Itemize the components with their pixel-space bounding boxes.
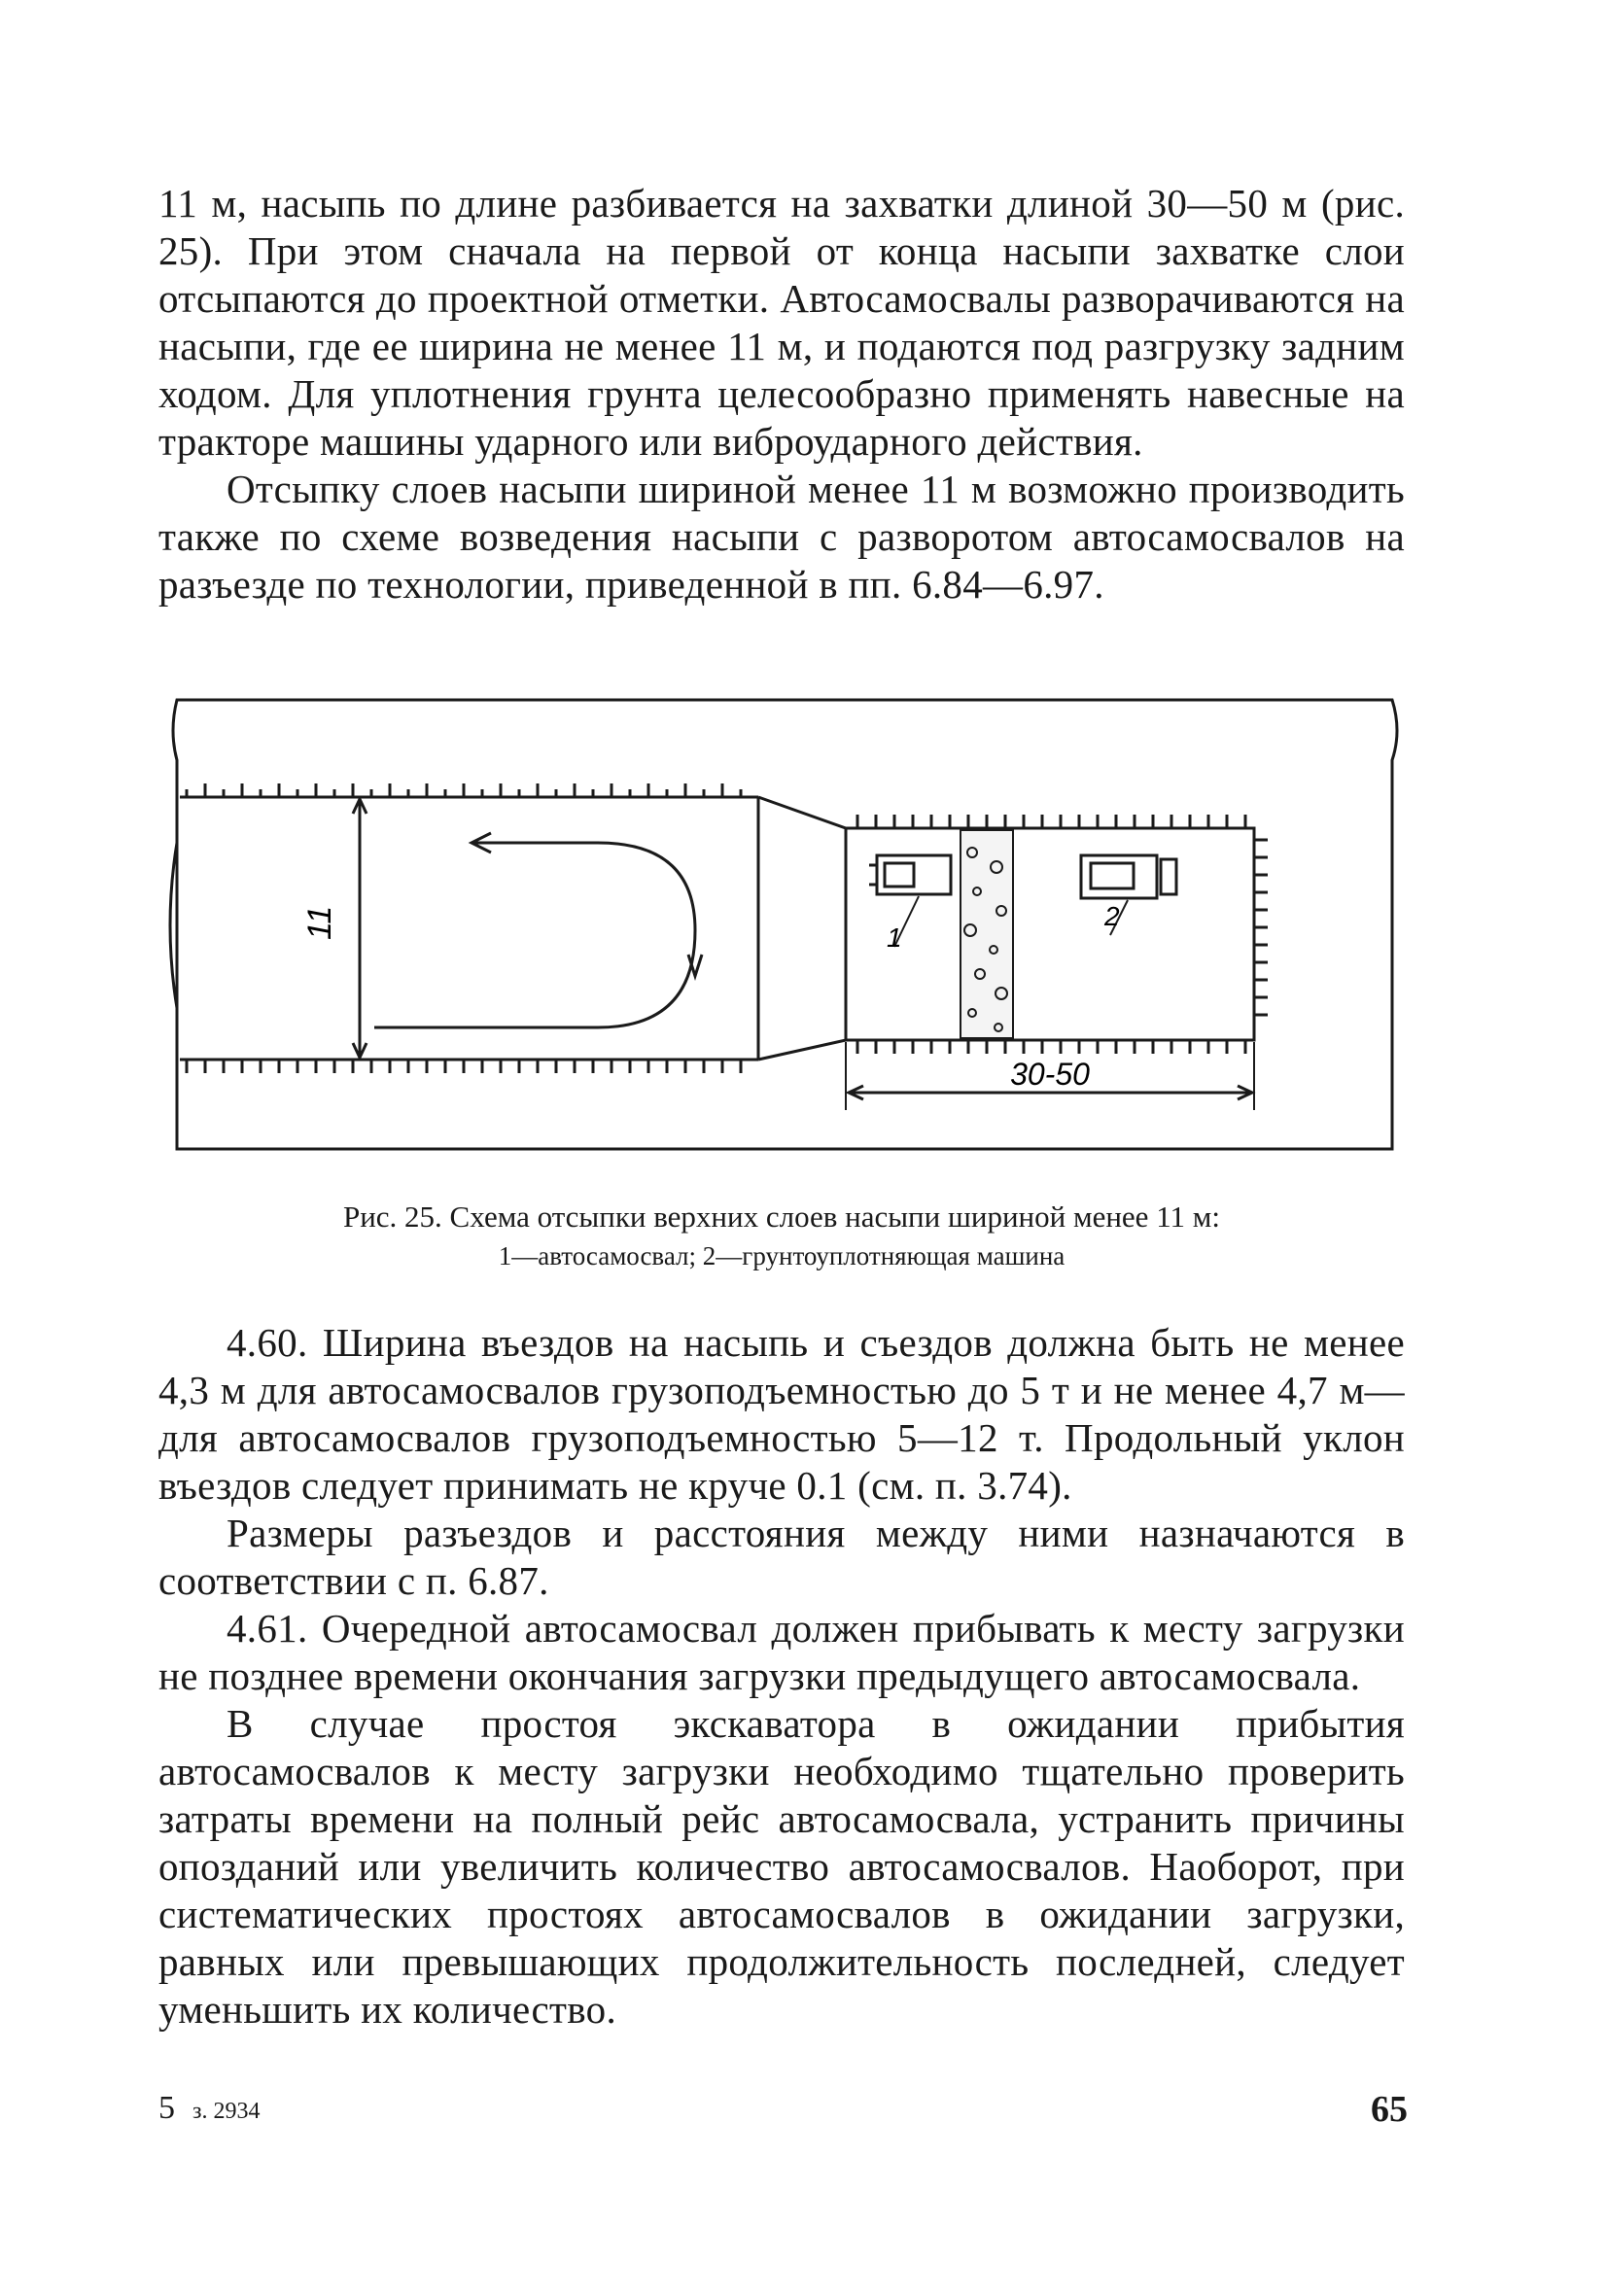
embankment-scheme-figure [165,692,1410,1183]
paragraph: Размеры разъездов и расстояния между ними назначаются в соответствии с п. 6.87. [158,1511,1405,1603]
marker-1: 1 [887,922,902,953]
paragraph: 11 м, насыпь по длине разбивается на захватки длиной 30—50 м (рис. 25). При этом сначала на первой от конца насыпи захватке слои отсыпаются до проектной отметки. Автосамосвалы разворачиваются на насыпи, где ее ширина не менее 11 м, и подаются под разгрузку задним ходом. Для уплотнения грунта целесообразно применять навесные на тракторе машины ударного или виброударного действия. [158,181,1405,464]
turn-path [374,843,695,1027]
text-block-bottom [158,1319,1405,2034]
caption-main: Рис. 25. Схема отсыпки верхних слоев насыпи шириной менее 11 м: [342,1200,1221,1234]
soil-strip [961,830,1013,1038]
figure-caption [158,1198,1405,1275]
order-number: з. 2934 [192,2099,261,2124]
work-zone [846,828,1254,1040]
caption-legend: 1—автосамосвал; 2—грунтоуплотняющая машина [498,1241,1066,1270]
paragraph: В случае простоя экскаватора в ожидании прибытия автосамосвалов к месту загрузки необходимо тщательно проверить затраты времени на полный рейс автосамосвала, устранить причины опозданий или увеличить количество автосамосвалов. Наоборот, при систематических простоях автосамосвалов в ожидании загрузки, равных или превышающих продолжительность последней, следует уменьшить их количество. [158,1701,1405,2032]
page-number: 65 [1371,2089,1408,2130]
dump-truck-icon [869,855,951,894]
figure-frame [173,700,1397,1149]
text-block-top [158,180,1405,609]
compactor-icon [1081,855,1176,898]
width-label: 11 [301,905,338,940]
paragraph: 4.61. Очередной автосамосвал должен прибывать к месту загрузки не позднее времени окончания загрузки предыдущего автосамосвала. [158,1606,1405,1698]
paragraph: Отсыпку слоев насыпи шириной менее 11 м возможно производить также по схеме возведения насыпи с разворотом автосамосвалов на разъезде по технологии, приведенной в пп. 6.84—6.97. [158,467,1405,607]
marker-2: 2 [1104,901,1120,931]
length-label: 30-50 [1010,1057,1090,1092]
print-signature [158,2090,260,2127]
paragraph: 4.60. Ширина въездов на насыпь и съездов должна быть не менее 4,3 м для автосамосвалов грузоподъемностью до 5 т и не менее 4,7 м—для автосамосвалов грузоподъемностью 5—12 т. Продольный уклон въездов следует принимать не круче 0.1 (см. п. 3.74). [158,1320,1405,1508]
signature-number: 5 [158,2090,175,2126]
